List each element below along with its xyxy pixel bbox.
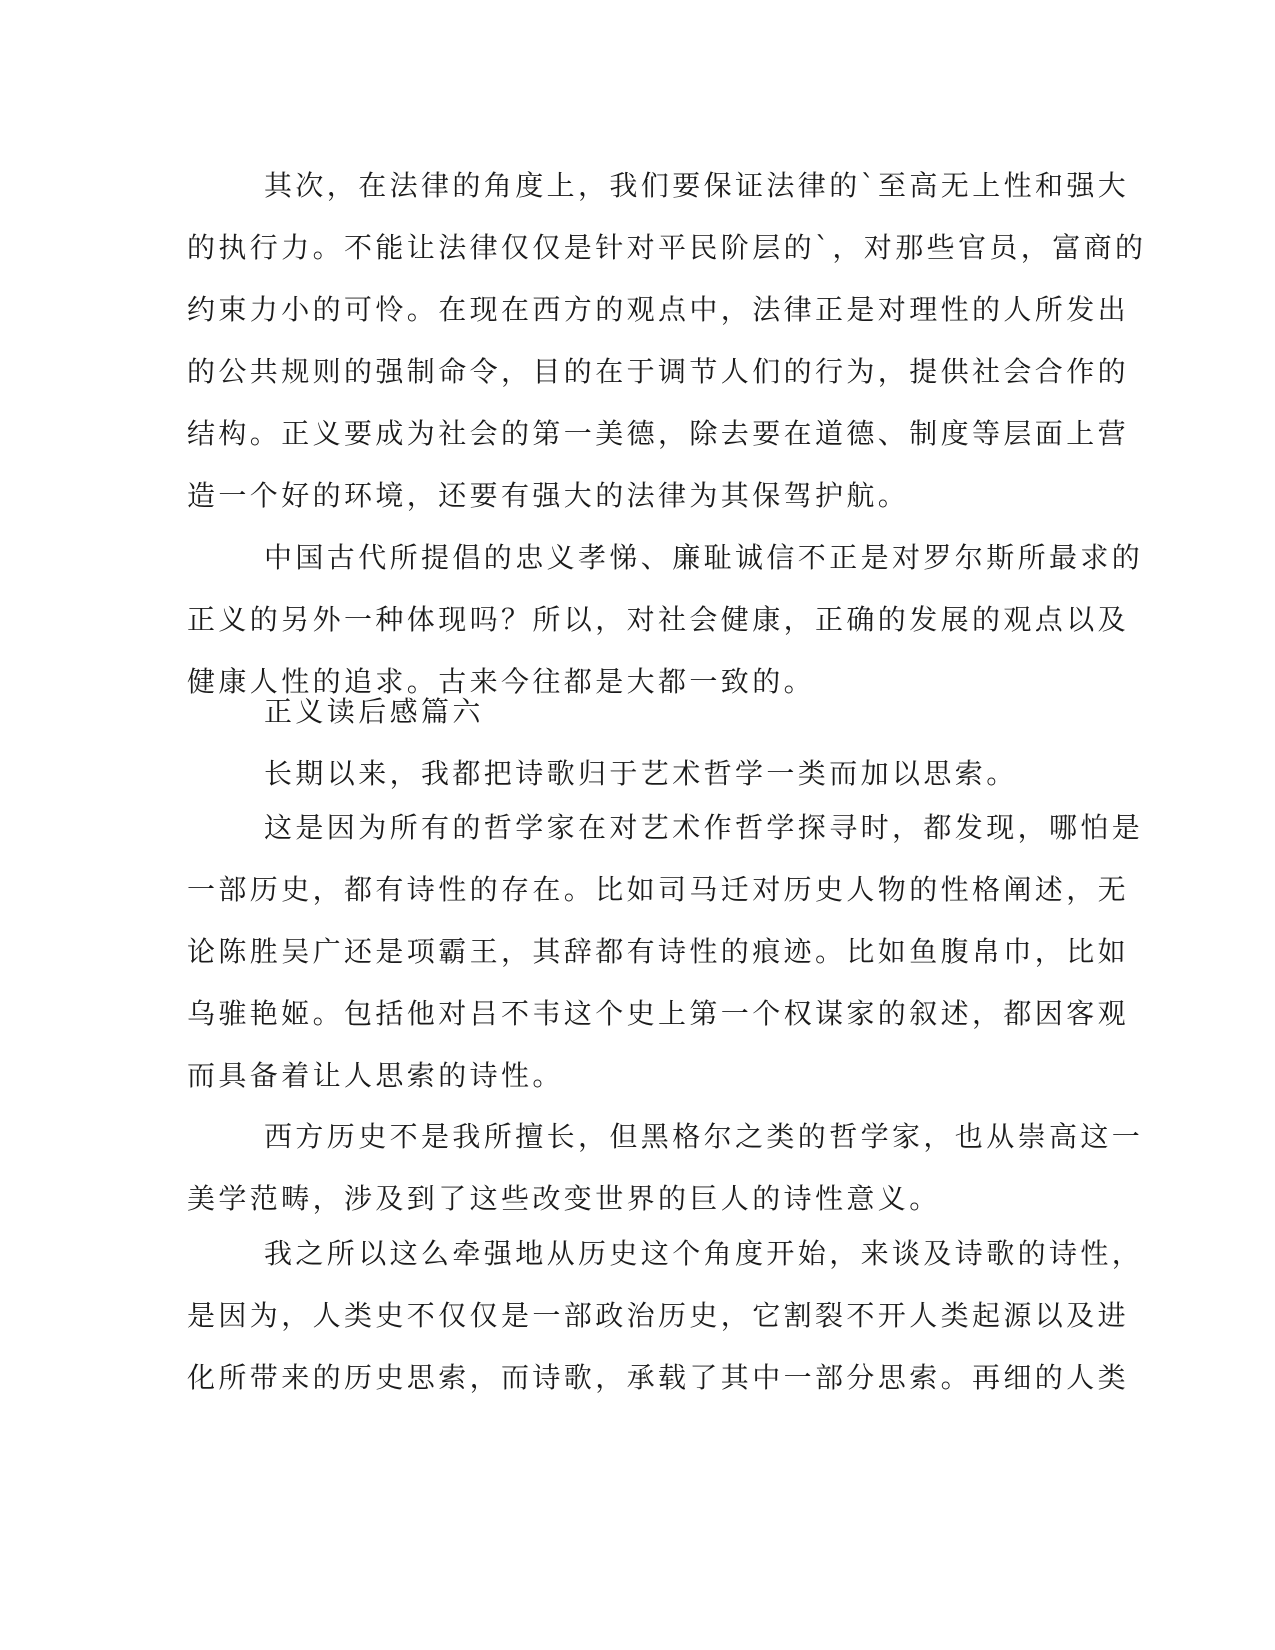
- text-line: 论陈胜吴广还是项霸王，其辞都有诗性的痕迹。比如鱼腹帛巾，比如: [187, 935, 1130, 968]
- text-line: 中国古代所提倡的忠义孝悌、廉耻诚信不正是对罗尔斯所最求的: [264, 541, 1144, 574]
- text-line: 一部历史，都有诗性的存在。比如司马迁对历史人物的性格阐述，无: [187, 873, 1130, 906]
- section-title: 正义读后感篇六: [264, 695, 484, 728]
- paragraph-why-history: [187, 1223, 1144, 1409]
- text-line: 乌骓艳姬。包括他对吕不韦这个史上第一个权谋家的叙述，都因客观: [187, 997, 1130, 1030]
- text-line: 的执行力。不能让法律仅仅是针对平民阶层的`，对那些官员，富商的: [187, 231, 1147, 264]
- text-line: 健康人性的追求。古来今往都是大都一致的。: [187, 665, 816, 698]
- text-line: 正义的另外一种体现吗？所以，对社会健康，正确的发展的观点以及: [187, 603, 1130, 636]
- text-line: 约束力小的可怜。在现在西方的观点中，法律正是对理性的人所发出: [187, 293, 1130, 326]
- text-line: 造一个好的环境，还要有强大的法律为其保驾护航。: [187, 479, 910, 512]
- paragraph-western-history: [187, 1106, 1144, 1230]
- paragraph-poetry-intro: [187, 743, 1091, 805]
- text-line: 这是因为所有的哲学家在对艺术作哲学探寻时，都发现，哪怕是: [264, 811, 1144, 844]
- text-line: 美学范畴，涉及到了这些改变世界的巨人的诗性意义。: [187, 1182, 941, 1215]
- paragraph-law: [187, 155, 1147, 527]
- text-line: 的公共规则的强制命令，目的在于调节人们的行为，提供社会合作的: [187, 355, 1130, 388]
- text-line: 化所带来的历史思索，而诗歌，承载了其中一部分思索。再细的人类: [187, 1361, 1130, 1394]
- text-line: 西方历史不是我所擅长，但黑格尔之类的哲学家，也从崇高这一: [264, 1120, 1144, 1153]
- paragraph-history-poetic: [187, 797, 1144, 1107]
- text-line: 而具备着让人思索的诗性。: [187, 1059, 564, 1092]
- text-line: 我之所以这么牵强地从历史这个角度开始，来谈及诗歌的诗性，: [264, 1237, 1144, 1270]
- text-line: 结构。正义要成为社会的第一美德，除去要在道德、制度等层面上营: [187, 417, 1130, 450]
- section-heading: [187, 681, 1091, 743]
- text-line: 其次，在法律的角度上，我们要保证法律的`至高无上性和强大: [264, 169, 1130, 202]
- text-line: 长期以来，我都把诗歌归于艺术哲学一类而加以思索。: [264, 757, 1018, 790]
- text-line: 是因为，人类史不仅仅是一部政治历史，它割裂不开人类起源以及进: [187, 1299, 1130, 1332]
